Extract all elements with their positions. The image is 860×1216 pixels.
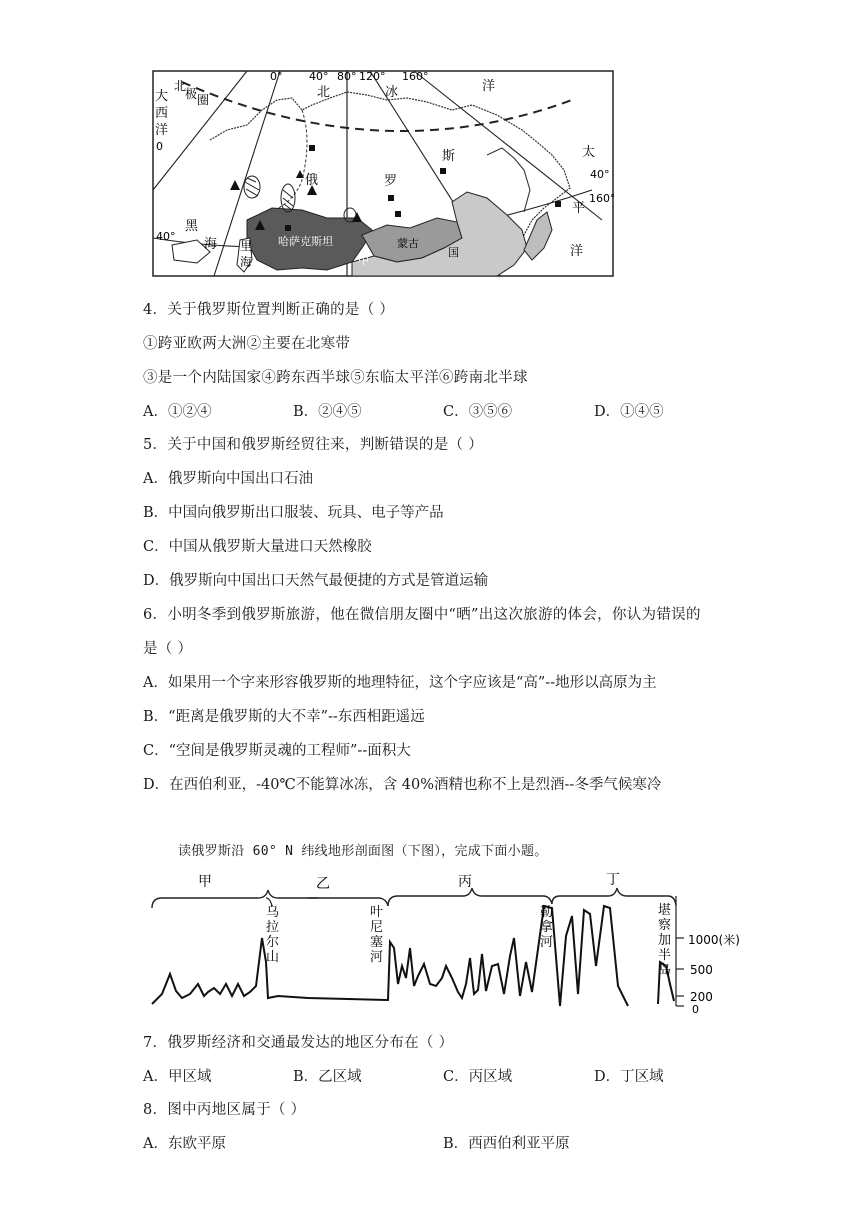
question-7-stem: 7．俄罗斯经济和交通最发达的地区分布在（ ） xyxy=(143,1035,454,1051)
resource-square xyxy=(440,168,446,174)
svg-text:岛: 岛 xyxy=(658,963,672,978)
resource-square xyxy=(395,211,401,217)
question-8-stem: 8．图中丙地区属于（ ） xyxy=(143,1102,306,1118)
pacific-label: 太 xyxy=(582,145,596,160)
yenisei-label xyxy=(370,905,383,965)
caspian-label: 海 xyxy=(240,255,253,269)
question-4-line-1: ①跨亚欧两大洲②主要在北寒带 xyxy=(143,336,351,352)
q5-option-a[interactable]: A．俄罗斯向中国出口石油 xyxy=(143,471,313,487)
resource-square xyxy=(555,201,561,207)
q4-option-b[interactable]: B．②④⑤ xyxy=(293,404,362,420)
kamchatka-label xyxy=(658,902,671,978)
svg-text:拉: 拉 xyxy=(266,920,280,935)
arctic-circle-label: 圈 xyxy=(197,93,210,107)
russia-label: 罗 xyxy=(384,174,398,189)
question-6-stem: 6．小明冬季到俄罗斯旅游，他在微信朋友圈中“晒”出这次旅游的体会，你认为错误的 xyxy=(143,607,701,623)
q6-option-c[interactable]: C．“空间是俄罗斯灵魂的工程师”--面积大 xyxy=(143,743,411,759)
y-label-0: 0 xyxy=(692,1003,699,1016)
region-ding: 丁 xyxy=(606,872,620,888)
pacific-label: 洋 xyxy=(570,244,584,259)
y-label-200: 200 xyxy=(690,990,713,1004)
q8-option-a[interactable]: A．东欧平原 xyxy=(143,1136,226,1152)
svg-text:乌: 乌 xyxy=(266,905,280,920)
question-4-line-2: ③是一个内陆国家④跨东西半球⑤东临太平洋⑥跨南北半球 xyxy=(143,370,528,386)
russia-label: 斯 xyxy=(442,149,456,164)
mongolia-label: 蒙古 xyxy=(397,237,419,250)
q6-option-d[interactable]: D．在西伯利亚，-40℃不能算冰冻，含 40%酒精也称不上是烈酒--冬季气候寒冷 xyxy=(143,777,662,793)
profile-caption: 读俄罗斯沿 60° N 纬线地形剖面图（下图），完成下面小题。 xyxy=(178,844,548,859)
lon-label-160: 160° xyxy=(402,70,429,83)
arctic-ocean-label: 冰 xyxy=(385,85,399,100)
q4-option-a[interactable]: A．①②④ xyxy=(143,404,212,420)
resource-square xyxy=(388,195,394,201)
question-5-stem: 5．关于中国和俄罗斯经贸往来，判断错误的是（ ） xyxy=(143,437,484,453)
terrain-profile-line xyxy=(152,906,674,1006)
china-label: 中 xyxy=(358,254,369,267)
svg-text:拿: 拿 xyxy=(540,920,554,935)
svg-text:加: 加 xyxy=(658,933,672,948)
caspian-label: 里 xyxy=(240,239,253,253)
arctic-circle-label: 极 xyxy=(185,87,198,101)
svg-text:察: 察 xyxy=(658,918,672,933)
q5-option-b[interactable]: B．中国向俄罗斯出口服装、玩具、电子等产品 xyxy=(143,505,444,521)
atlantic-label: 大 xyxy=(155,89,169,104)
q6-option-b[interactable]: B．“距离是俄罗斯的大不幸”--东西相距遥远 xyxy=(143,709,425,725)
kazakhstan-label: 哈萨克斯坦 xyxy=(278,235,333,248)
russia-label: 俄 xyxy=(305,173,319,188)
lat-label-40-east: 40° xyxy=(590,168,610,181)
svg-text:半: 半 xyxy=(658,948,672,963)
q5-option-c[interactable]: C．中国从俄罗斯大量进口天然橡胶 xyxy=(143,539,372,555)
question-4-stem: 4．关于俄罗斯位置判断正确的是（ ） xyxy=(143,302,395,318)
bracket-bing xyxy=(388,888,552,906)
svg-text:河: 河 xyxy=(370,950,384,965)
china-label: 国 xyxy=(448,246,459,259)
resource-square xyxy=(285,225,291,231)
atlantic-label: 西 xyxy=(155,106,169,121)
lon-label-40: 40° xyxy=(309,70,329,83)
svg-text:山: 山 xyxy=(266,950,280,965)
region-bing: 丙 xyxy=(458,874,472,890)
region-yi: 乙 xyxy=(316,876,330,892)
q7-option-a[interactable]: A．甲区域 xyxy=(143,1069,212,1085)
y-label-1000: 1000(米) xyxy=(688,933,740,947)
region-jia: 甲 xyxy=(198,874,212,890)
svg-text:塞: 塞 xyxy=(370,935,384,950)
arctic-ocean-label: 洋 xyxy=(482,79,496,94)
lon-label-120: 120° xyxy=(359,70,386,83)
svg-text:尼: 尼 xyxy=(370,920,384,935)
pacific-label: 平 xyxy=(572,201,586,216)
svg-text:尔: 尔 xyxy=(266,935,280,950)
atlantic-label: 洋 xyxy=(155,123,169,138)
q5-option-d[interactable]: D．俄罗斯向中国出口天然气最便捷的方式是管道运输 xyxy=(143,573,489,589)
question-6-stem-2: 是（ ） xyxy=(143,641,193,657)
lon-label-80: 80° xyxy=(337,70,357,83)
q7-option-b[interactable]: B．乙区域 xyxy=(293,1069,362,1085)
lena-label xyxy=(540,904,553,950)
resource-square xyxy=(309,145,315,151)
arctic-ocean-label: 北 xyxy=(317,85,331,100)
russia-map-figure xyxy=(152,70,614,277)
svg-text:勒: 勒 xyxy=(540,905,554,920)
svg-text:堪: 堪 xyxy=(658,903,672,918)
lon-label-0-west: 0 xyxy=(156,140,163,153)
ural-label xyxy=(266,905,279,965)
black-sea-label: 海 xyxy=(204,237,218,252)
svg-text:叶: 叶 xyxy=(370,905,384,920)
q7-option-c[interactable]: C．丙区域 xyxy=(443,1069,513,1085)
lon-label-160-east: 160° xyxy=(589,192,614,205)
lat-label-40-west: 40° xyxy=(156,230,176,243)
lon-label-0: 0° xyxy=(270,70,283,83)
q8-option-b[interactable]: B．西西伯利亚平原 xyxy=(443,1136,570,1152)
q4-option-d[interactable]: D．①④⑤ xyxy=(594,404,664,420)
svg-text:河: 河 xyxy=(540,935,554,950)
q6-option-a[interactable]: A．如果用一个字来形容俄罗斯的地理特征，这个字应该是“高”--地形以高原为主 xyxy=(143,675,657,691)
arctic-circle-label: 北 xyxy=(174,79,187,93)
q7-option-d[interactable]: D．丁区域 xyxy=(594,1069,664,1085)
y-label-500: 500 xyxy=(690,963,713,977)
black-sea-label: 黑 xyxy=(185,219,199,234)
q4-option-c[interactable]: C．③⑤⑥ xyxy=(443,404,513,420)
terrain-profile-figure xyxy=(148,866,768,1016)
